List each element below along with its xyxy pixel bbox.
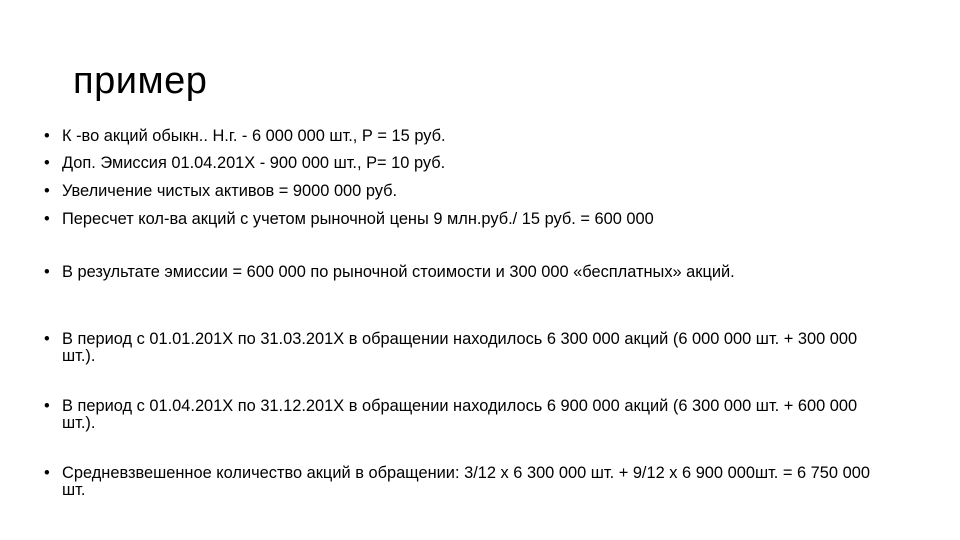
bullet-text: К -во акций обыкн.. Н.г. - 6 000 000 шт., Р = 15 руб. (62, 127, 446, 145)
bullet-dot: • (44, 464, 50, 482)
bullet-text: В результате эмиссии = 600 000 по рыночной стоимости и 300 000 «бесплатных» акций. (62, 263, 735, 281)
bullet-dot: • (44, 210, 50, 228)
bullet-dot: • (44, 182, 50, 200)
bullet-text: Доп. Эмиссия 01.04.201Х - 900 000 шт., Р= 10 руб. (62, 154, 446, 172)
bullet-text: В период с 01.01.201Х по 31.03.201Х в обращении находилось 6 300 000 акций (6 000 000 шт. + 300 000 шт.). (62, 330, 858, 365)
bullet-dot: • (44, 127, 50, 145)
bullet-text: Увеличение чистых активов = 9000 000 руб. (62, 182, 398, 200)
bullet-text: В период с 01.04.201Х по 31.12.201Х в обращении находилось 6 900 000 акций (6 300 000 шт. + 600 000 шт.). (62, 397, 858, 432)
bullet-text: Пересчет кол-ва акций с учетом рыночной цены 9 млн.руб./ 15 руб. = 600 000 (62, 210, 654, 228)
bullet-text: Средневзвешенное количество акций в обращении: 3/12 х 6 300 000 шт. + 9/12 х 6 900 000шт. = 6 750 000 шт. (62, 464, 870, 499)
bullet-dot: • (44, 397, 50, 415)
bullet-dot: • (44, 154, 50, 172)
slide-title: пример (73, 60, 208, 102)
bullet-dot: • (44, 263, 50, 281)
bullet-dot: • (44, 330, 50, 348)
